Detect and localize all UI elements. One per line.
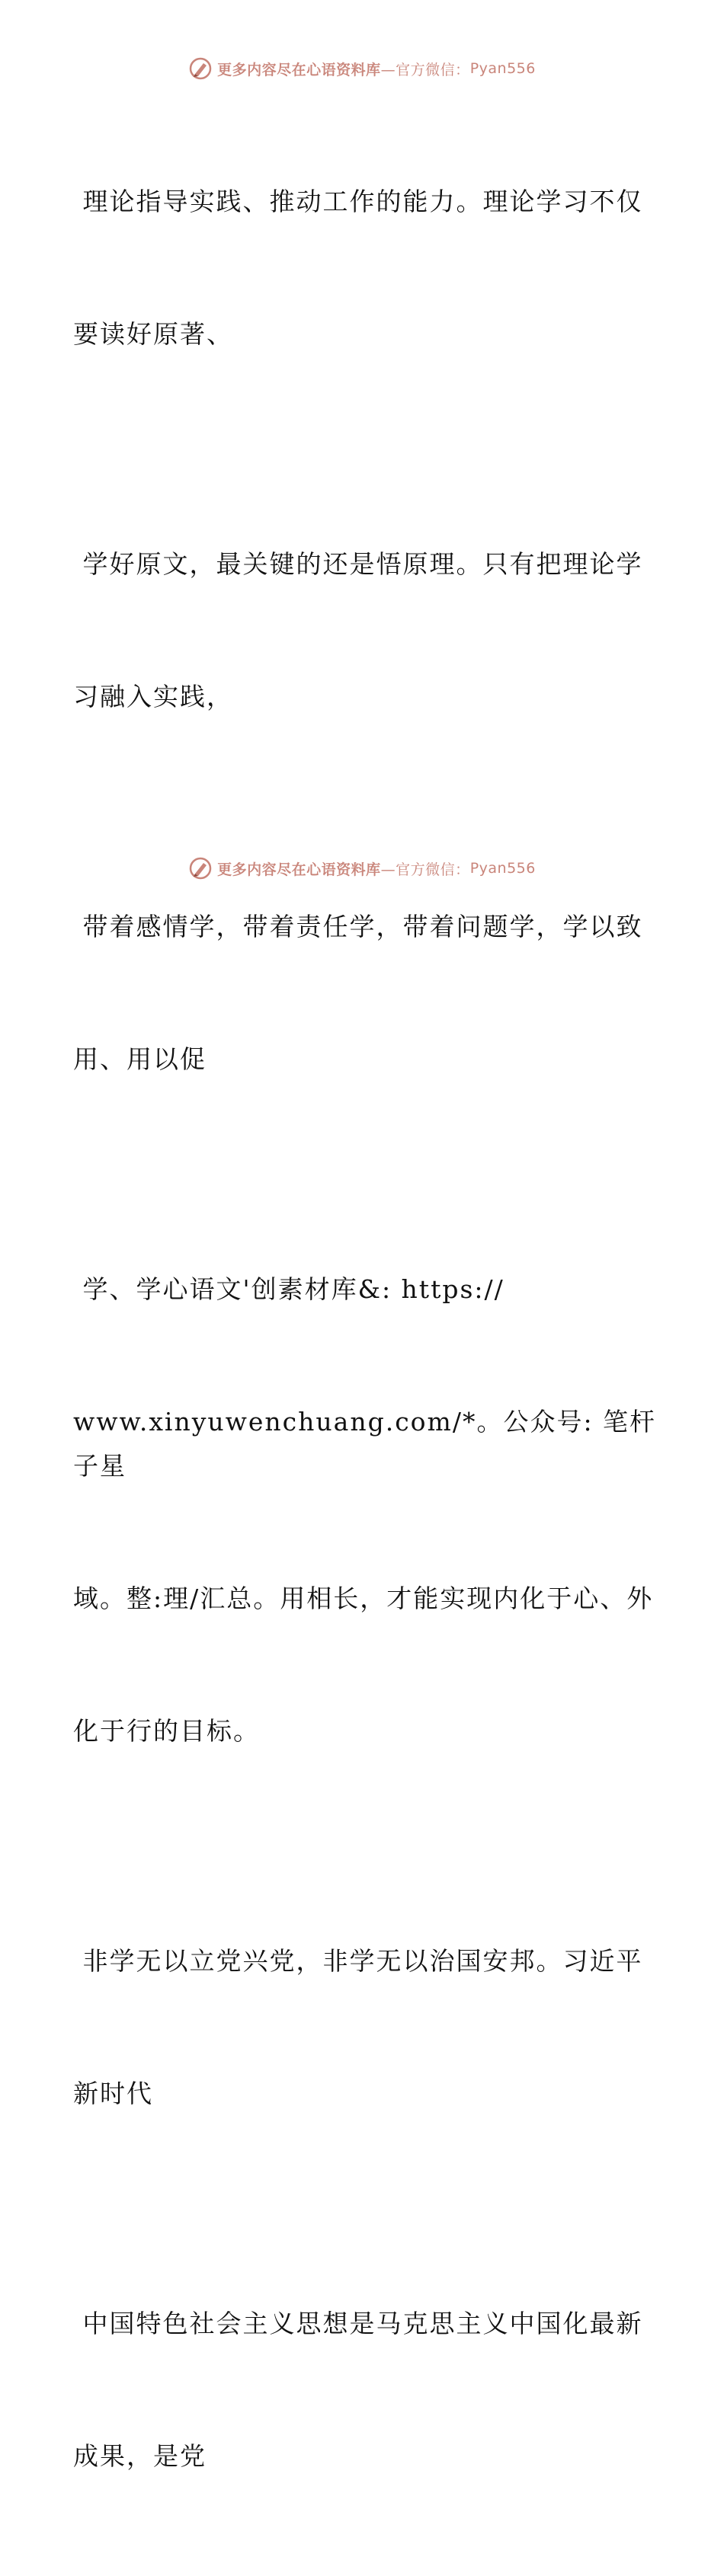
text-line: 新时代 xyxy=(73,2079,153,2108)
watermark-separator: —官方微信： xyxy=(380,861,470,878)
footer-watermark xyxy=(0,853,724,884)
text-line: 中国特色社会主义思想是马克思主义中国化最新 xyxy=(73,2309,643,2338)
text-line: 用、用以促 xyxy=(73,1044,207,1074)
watermark-separator: —官方微信： xyxy=(380,61,470,78)
text-line: 理论指导实践、推动工作的能力。理论学习不仅 xyxy=(73,187,643,216)
text-line: 学、学心语文'创素材库&: https:// xyxy=(73,1274,505,1304)
watermark-brand: 更多内容尽在心语资料库 xyxy=(217,861,381,878)
text-line: 非学无以立党兴党，非学无以治国安邦。习近平 xyxy=(73,1946,643,1976)
text-line: 学好原文，最关键的还是悟原理。只有把理论学 xyxy=(73,549,643,579)
document-body xyxy=(73,91,660,2576)
paragraph xyxy=(73,454,660,807)
pen-logo-icon xyxy=(188,56,213,81)
text-line: 要读好原著、 xyxy=(73,319,233,349)
text-line: 化于行的目标。 xyxy=(73,1716,260,1746)
text-line: 成果，是党 xyxy=(73,2441,207,2471)
watermark-wechat: Pyan556 xyxy=(469,60,536,77)
text-line: www.xinyuwenchuang.com/*。公众号: 笔杆子星 xyxy=(73,1407,657,1481)
pen-logo-icon xyxy=(188,856,213,881)
paragraph xyxy=(73,2213,660,2567)
paragraph xyxy=(73,1851,660,2204)
text-line: 带着感情学，带着责任学，带着问题学，学以致 xyxy=(73,912,643,941)
header-watermark xyxy=(0,53,724,84)
watermark-wechat: Pyan556 xyxy=(469,860,536,877)
text-line: 域。整:理/汇总。用相长，才能实现内化于心、外 xyxy=(73,1584,654,1613)
paragraph xyxy=(73,91,660,445)
watermark-brand: 更多内容尽在心语资料库 xyxy=(217,61,381,78)
watermark-text xyxy=(217,59,536,79)
paragraph xyxy=(73,1179,660,1842)
text-line: 习融入实践， xyxy=(73,682,233,711)
watermark-text xyxy=(217,858,536,879)
